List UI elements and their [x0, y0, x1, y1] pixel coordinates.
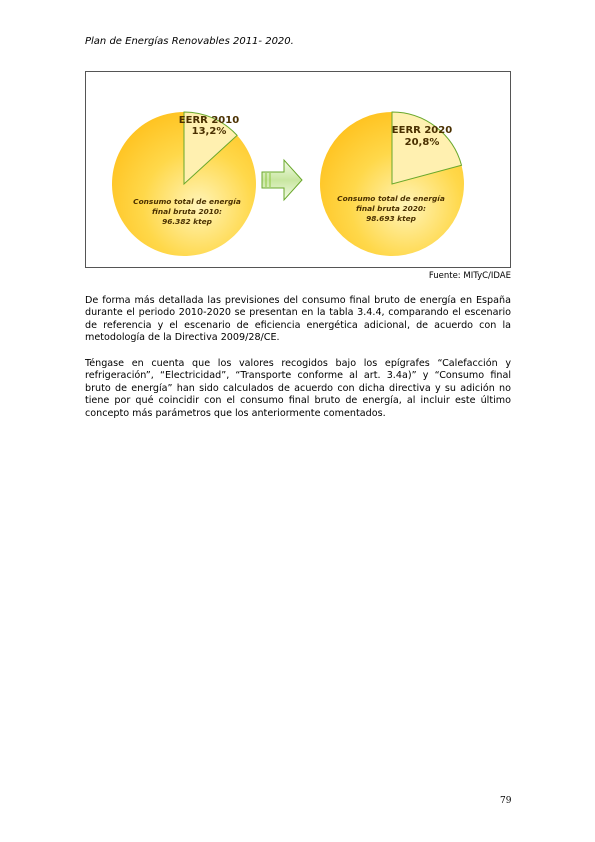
pie-2010 — [112, 112, 256, 256]
arrow-icon — [262, 160, 302, 200]
figure-source: Fuente: MITyC/IDAE — [428, 271, 511, 281]
pie-2010-annotation-line-3: 96.382 ktep — [162, 217, 212, 226]
paragraph-2: Téngase en cuenta que los valores recogidos bajo los epígrafes “Calefacción y refrigeración”, “Electricidad”, “Transporte conforme al art. 3.4a)” y “Consumo final bruto de energía” han sido calculados de acuerdo con dicha directiva y su adición no tiene por qué coincidir con el consumo final bruto de energía, al incluir este último concepto más parámetros que los anteriormente comentados. — [85, 358, 511, 419]
pie-2010-eerr-label: EERR 2010 — [178, 115, 240, 126]
page-number: 79 — [500, 796, 512, 806]
pie-2010-annotation-line-2: final bruta 2010: — [152, 207, 222, 216]
pie-charts-svg — [86, 72, 512, 269]
pie-2020-annotation-line-2: final bruta 2020: — [356, 204, 426, 213]
pie-2020 — [320, 112, 464, 256]
pie-2010-eerr-value: 13,2% — [191, 126, 227, 137]
pie-2020-annotation-line-3: 98.693 ktep — [366, 214, 416, 223]
page-header: Plan de Energías Renovables 2011- 2020. — [85, 36, 294, 47]
pie-2020-annotation-line-1: Consumo total de energía — [337, 194, 445, 203]
pie-2020-eerr-value: 20,8% — [404, 137, 440, 148]
pie-2010-annotation-line-1: Consumo total de energía — [133, 197, 241, 206]
pie-charts-figure — [85, 71, 511, 268]
pie-2020-eerr-label: EERR 2020 — [391, 125, 453, 136]
paragraph-1: De forma más detallada las previsiones del consumo final bruto de energía en España durante el periodo 2010-2020 se presentan en la tabla 3.4.4, comparando el escenario de referencia y el escenario de eficiencia energética adicional, de acuerdo con la metodología de la Directiva 2009/28/CE. — [85, 295, 511, 344]
